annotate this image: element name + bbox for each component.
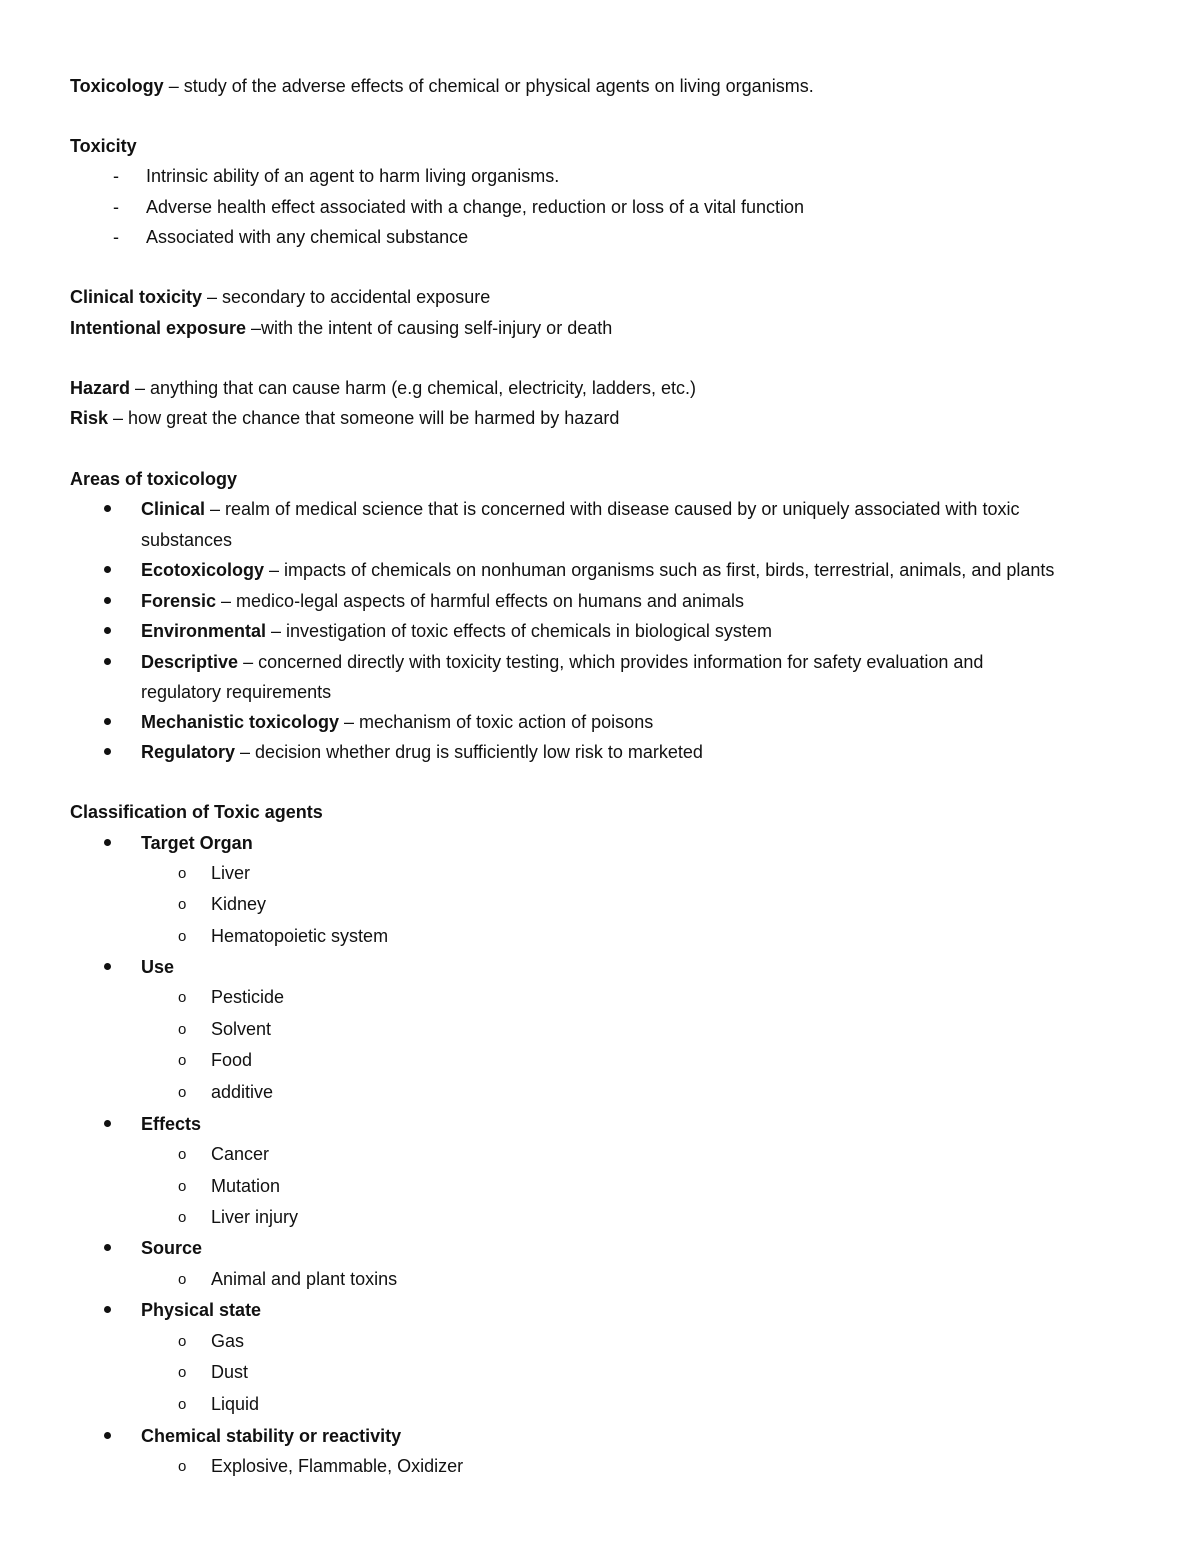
bullet-icon	[104, 1306, 111, 1313]
area-item	[141, 497, 1019, 521]
dash-marker: -	[113, 227, 119, 247]
area-term: Environmental	[141, 621, 267, 641]
clinical-toxicity-text: – secondary to accidental exposure	[202, 287, 491, 307]
circle-bullet-icon: o	[178, 1052, 187, 1069]
area-term: Ecotoxicology	[141, 560, 265, 580]
areas-heading: Areas of toxicology	[70, 469, 238, 489]
circle-bullet-icon: o	[178, 928, 187, 945]
classification-item: Food	[211, 1050, 253, 1070]
classification-group-label: Use	[141, 957, 175, 977]
bullet-icon	[104, 1244, 111, 1251]
classification-item: Hematopoietic system	[211, 926, 389, 946]
circle-bullet-icon: o	[178, 896, 187, 913]
dash-marker: -	[113, 166, 119, 186]
bullet-icon	[104, 505, 111, 512]
classification-item: Pesticide	[211, 987, 285, 1007]
classification-item: Gas	[211, 1331, 245, 1351]
area-text: – mechanism of toxic action of poisons	[339, 712, 654, 732]
toxicity-item: Adverse health effect associated with a change, reduction or loss of a vital function	[146, 197, 805, 217]
area-term: Regulatory	[141, 742, 236, 762]
area-text: – medico-legal aspects of harmful effects on humans and animals	[216, 591, 744, 611]
area-text: – decision whether drug is sufficiently low risk to marketed	[235, 742, 703, 762]
circle-bullet-icon: o	[178, 989, 187, 1006]
toxicity-item: Intrinsic ability of an agent to harm living organisms.	[146, 166, 560, 186]
bullet-icon	[104, 748, 111, 755]
bullet-icon	[104, 658, 111, 665]
risk-text: – how great the chance that someone will be harmed by hazard	[108, 408, 620, 428]
dash-marker: -	[113, 197, 119, 217]
intentional-exposure-definition	[70, 316, 612, 340]
classification-item: Animal and plant toxins	[211, 1269, 398, 1289]
toxicology-definition	[70, 74, 814, 98]
circle-bullet-icon: o	[178, 1178, 187, 1195]
area-text: – impacts of chemicals on nonhuman organisms such as first, birds, terrestrial, animals, and plants	[264, 560, 1055, 580]
area-term: Clinical	[141, 499, 206, 519]
classification-item: Explosive, Flammable, Oxidizer	[211, 1456, 464, 1476]
circle-bullet-icon: o	[178, 1084, 187, 1101]
circle-bullet-icon: o	[178, 1364, 187, 1381]
toxicology-text: – study of the adverse effects of chemical or physical agents on living organisms.	[163, 76, 814, 96]
area-text: – realm of medical science that is concerned with disease caused by or uniquely associated with toxic	[205, 499, 1020, 519]
bullet-icon	[104, 839, 111, 846]
classification-item: Liver injury	[211, 1207, 299, 1227]
classification-item: Mutation	[211, 1176, 281, 1196]
classification-group-label: Chemical stability or reactivity	[141, 1426, 402, 1446]
classification-item: Kidney	[211, 894, 267, 914]
circle-bullet-icon: o	[178, 1209, 187, 1226]
classification-heading: Classification of Toxic agents	[70, 802, 323, 822]
circle-bullet-icon: o	[178, 1146, 187, 1163]
circle-bullet-icon: o	[178, 1333, 187, 1350]
classification-item: Cancer	[211, 1144, 270, 1164]
area-item-continuation: substances	[141, 530, 233, 550]
clinical-toxicity-term: Clinical toxicity	[70, 287, 203, 307]
area-item	[141, 710, 653, 734]
circle-bullet-icon: o	[178, 1396, 187, 1413]
classification-group-label: Target Organ	[141, 833, 253, 853]
classification-group-label: Physical state	[141, 1300, 262, 1320]
toxicity-heading: Toxicity	[70, 136, 137, 156]
classification-item: additive	[211, 1082, 274, 1102]
bullet-icon	[104, 963, 111, 970]
risk-definition	[70, 406, 619, 430]
bullet-icon	[104, 597, 111, 604]
classification-group-label: Source	[141, 1238, 203, 1258]
toxicology-term: Toxicology	[70, 76, 164, 96]
hazard-definition	[70, 376, 696, 400]
bullet-icon	[104, 566, 111, 573]
circle-bullet-icon: o	[178, 865, 187, 882]
area-item	[141, 619, 772, 643]
risk-term: Risk	[70, 408, 109, 428]
classification-item: Solvent	[211, 1019, 272, 1039]
hazard-text: – anything that can cause harm (e.g chemical, electricity, ladders, etc.)	[130, 378, 696, 398]
bullet-icon	[104, 1120, 111, 1127]
area-item-continuation: regulatory requirements	[141, 682, 332, 702]
area-term: Mechanistic toxicology	[141, 712, 340, 732]
hazard-term: Hazard	[70, 378, 131, 398]
circle-bullet-icon: o	[178, 1458, 187, 1475]
circle-bullet-icon: o	[178, 1021, 187, 1038]
bullet-icon	[104, 718, 111, 725]
classification-item: Dust	[211, 1362, 249, 1382]
intentional-exposure-term: Intentional exposure	[70, 318, 247, 338]
intentional-exposure-text: –with the intent of causing self-injury or death	[246, 318, 613, 338]
area-item	[141, 650, 983, 674]
clinical-toxicity-definition	[70, 285, 490, 309]
bullet-icon	[104, 1432, 111, 1439]
area-item	[141, 558, 1054, 582]
classification-item: Liver	[211, 863, 251, 883]
bullet-icon	[104, 627, 111, 634]
area-item	[141, 740, 703, 764]
area-text: – investigation of toxic effects of chemicals in biological system	[266, 621, 772, 641]
area-term: Forensic	[141, 591, 217, 611]
classification-item: Liquid	[211, 1394, 260, 1414]
classification-group-label: Effects	[141, 1114, 202, 1134]
circle-bullet-icon: o	[178, 1271, 187, 1288]
area-term: Descriptive	[141, 652, 239, 672]
toxicity-item: Associated with any chemical substance	[146, 227, 469, 247]
area-item	[141, 589, 744, 613]
area-text: – concerned directly with toxicity testing, which provides information for safety evaluation and	[238, 652, 984, 672]
